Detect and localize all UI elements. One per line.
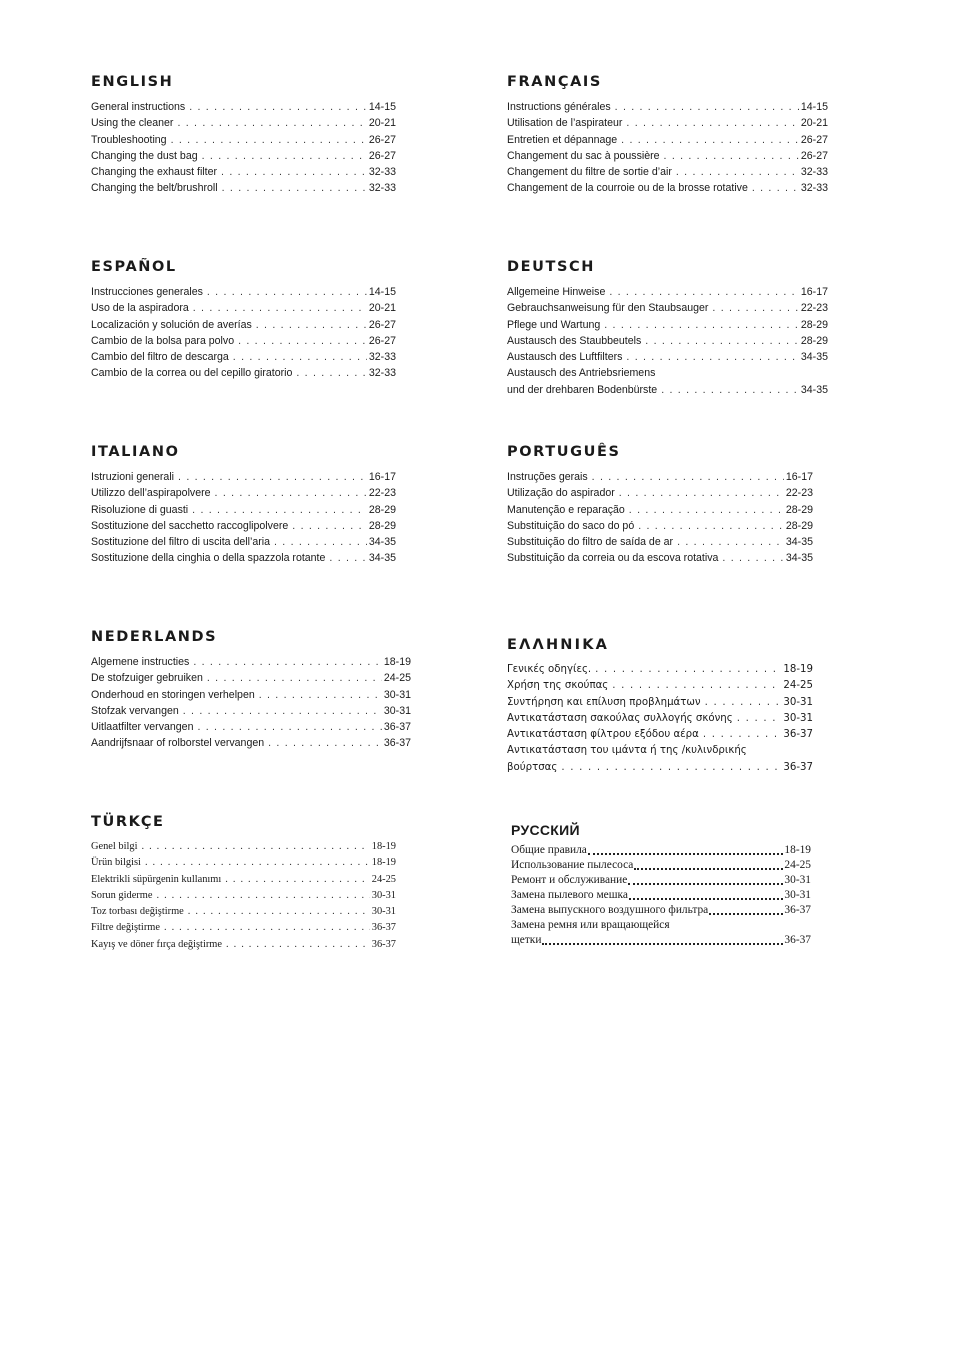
toc-entry-page: 30-31 bbox=[383, 688, 411, 701]
toc-entry-page: 36-37 bbox=[783, 761, 813, 773]
toc-entry-label: Cambio de la bolsa para polvo bbox=[91, 334, 235, 347]
toc-entry-label: Substituição do saco do pó bbox=[507, 519, 635, 532]
dot-leader bbox=[193, 654, 382, 670]
toc-entry bbox=[511, 858, 811, 873]
toc-entry bbox=[91, 99, 396, 115]
toc-entry-label: Γενικές οδηγίες. bbox=[507, 664, 592, 675]
dot-leader bbox=[238, 333, 367, 349]
toc-entry-page: 22-23 bbox=[785, 487, 813, 500]
dot-leader bbox=[676, 164, 799, 180]
toc-entry bbox=[91, 735, 411, 751]
toc-entry-label: Αντικατάσταση σακούλας συλλογής σκόνης bbox=[507, 712, 733, 724]
toc-entry-page: 22-23 bbox=[368, 487, 396, 500]
toc-entry-label: Changing the dust bag bbox=[91, 149, 198, 162]
dot-leader bbox=[268, 735, 382, 751]
dot-leader bbox=[329, 550, 366, 566]
toc-entry bbox=[91, 687, 411, 703]
toc-entry-page: 34-35 bbox=[785, 552, 813, 565]
toc-entry-label: Entretien et dépannage bbox=[507, 133, 618, 146]
section-title: FRANÇAIS bbox=[507, 74, 602, 90]
toc-entry-label: Changement du filtre de sortie d’air bbox=[507, 166, 672, 179]
dot-leader bbox=[164, 920, 370, 936]
toc-entry-page: 26-27 bbox=[368, 334, 396, 347]
toc-entry-label: щетки bbox=[511, 934, 542, 946]
dot-leader bbox=[188, 904, 370, 920]
section-francais bbox=[507, 74, 828, 197]
dot-leader bbox=[722, 550, 783, 566]
dot-leader bbox=[664, 148, 799, 164]
toc-entry-label: Onderhoud en storingen verhelpen bbox=[91, 688, 255, 701]
toc-entry bbox=[507, 678, 813, 694]
toc-entry bbox=[507, 300, 828, 316]
toc-entry bbox=[91, 670, 411, 686]
toc-entry bbox=[91, 365, 396, 381]
toc-entry-page: 20-21 bbox=[368, 302, 396, 315]
toc-entry bbox=[91, 719, 411, 735]
dot-leader bbox=[207, 284, 367, 300]
toc-entry-label: Allgemeine Hinweise bbox=[507, 286, 606, 298]
section-ellinika bbox=[507, 637, 813, 776]
toc-entry bbox=[507, 132, 828, 148]
toc-entry-page: 36-37 bbox=[383, 721, 411, 734]
dot-leader bbox=[628, 883, 783, 885]
toc-entry-page: 36-37 bbox=[383, 737, 411, 750]
section-title: PORTUGUÊS bbox=[507, 444, 621, 460]
toc-entry-page: 36-37 bbox=[371, 922, 396, 934]
toc-entry-label: Uitlaatfilter vervangen bbox=[91, 721, 194, 734]
dot-leader bbox=[222, 180, 367, 196]
dot-leader bbox=[615, 99, 799, 115]
section-deutsch bbox=[507, 259, 828, 398]
toc-entry-page: 32-33 bbox=[368, 367, 396, 380]
toc-entry-page: 30-31 bbox=[783, 696, 813, 708]
toc-entry-label: Substituição da correia ou da escova rotativa bbox=[507, 552, 719, 565]
dot-leader bbox=[612, 678, 781, 694]
toc-entry bbox=[91, 920, 396, 936]
section-italiano bbox=[91, 444, 396, 567]
toc-entry-label: Sostituzione della cinghia o della spazzola rotante bbox=[91, 552, 326, 565]
dot-leader bbox=[619, 485, 784, 501]
toc-entry-label: Pflege und Wartung bbox=[507, 318, 601, 331]
toc-entry-label: Instrucciones generales bbox=[91, 286, 203, 298]
toc-entry-label: Ürün bilgisi bbox=[91, 857, 141, 869]
dot-leader bbox=[192, 502, 367, 518]
dot-leader bbox=[677, 534, 784, 550]
toc-entry-page: 18-19 bbox=[371, 841, 396, 852]
toc-list bbox=[507, 469, 813, 567]
section-title: ENGLISH bbox=[91, 74, 174, 90]
toc-entry-page: 14-15 bbox=[800, 101, 828, 113]
section-turkce bbox=[91, 814, 396, 953]
dot-leader bbox=[177, 115, 366, 131]
toc-entry-label: Elektrikli süpürgenin kullanımı bbox=[91, 873, 222, 885]
section-title: ΕΛΛΗΝΙΚΑ bbox=[507, 637, 610, 653]
toc-entry-label: Toz torbası değiştirme bbox=[91, 906, 184, 918]
toc-entry-label: Substituição do filtro de saída de ar bbox=[507, 536, 674, 549]
toc-entry-page: 36-37 bbox=[784, 934, 811, 946]
toc-entry-label: Utilização do aspirador bbox=[507, 487, 615, 500]
toc-entry bbox=[507, 743, 813, 759]
toc-entry-label: De stofzuiger gebruiken bbox=[91, 672, 203, 685]
toc-entry bbox=[91, 855, 396, 871]
dot-leader bbox=[621, 132, 799, 148]
toc-entry bbox=[91, 534, 396, 550]
toc-entry-label: Changement du sac à poussière bbox=[507, 149, 660, 162]
toc-entry-label: Αντικατάσταση φίλτρου εξόδου αέρα bbox=[507, 729, 699, 741]
dot-leader bbox=[233, 349, 367, 365]
toc-entry-page: 36-37 bbox=[783, 729, 813, 741]
toc-entry-label: Changement de la courroie ou de la brosse rotative bbox=[507, 182, 748, 195]
toc-entry bbox=[507, 485, 813, 501]
toc-entry-page: 30-31 bbox=[371, 906, 396, 918]
toc-entry-page: 24-25 bbox=[784, 859, 811, 871]
dot-leader bbox=[189, 99, 367, 115]
dot-leader bbox=[595, 662, 781, 678]
toc-entry-label: Utilisation de l’aspirateur bbox=[507, 117, 623, 130]
dot-leader bbox=[207, 670, 382, 686]
toc-entry-page: 26-27 bbox=[368, 318, 396, 331]
toc-entry-label: Instructions générales bbox=[507, 101, 611, 113]
toc-entry-label: Genel bilgi bbox=[91, 841, 138, 852]
toc-entry bbox=[91, 469, 396, 485]
toc-entry-label: Using the cleaner bbox=[91, 117, 174, 130]
toc-entry-page: 16-17 bbox=[785, 471, 813, 483]
toc-entry-page: 32-33 bbox=[368, 351, 396, 364]
toc-entry-page: 24-25 bbox=[371, 873, 396, 885]
toc-entry-label: Stofzak vervangen bbox=[91, 704, 179, 717]
dot-leader bbox=[183, 703, 382, 719]
toc-entry-label: Algemene instructies bbox=[91, 656, 190, 668]
toc-entry-label: Changing the belt/brushroll bbox=[91, 182, 218, 195]
toc-entry bbox=[511, 933, 811, 948]
dot-leader bbox=[588, 853, 784, 855]
section-english bbox=[91, 74, 396, 197]
toc-entry bbox=[511, 843, 811, 858]
toc-entry bbox=[507, 711, 813, 727]
toc-entry-page: 22-23 bbox=[800, 302, 828, 315]
toc-entry-label: Замена выпускного воздушного фильтра bbox=[511, 904, 709, 916]
toc-entry-label: Αντικατάσταση του ιμάντα ή της /κυλινδρικής bbox=[507, 745, 747, 757]
toc-entry-page: 30-31 bbox=[783, 712, 813, 724]
toc-entry bbox=[507, 164, 828, 180]
toc-entry-page: 24-25 bbox=[783, 680, 813, 692]
toc-entry bbox=[91, 550, 396, 566]
toc-entry bbox=[91, 485, 396, 501]
section-title: NEDERLANDS bbox=[91, 629, 218, 645]
toc-entry-label: Cambio del filtro de descarga bbox=[91, 351, 229, 364]
toc-entry-label: Localización y solución de averías bbox=[91, 318, 252, 331]
toc-entry-label: Troubleshooting bbox=[91, 133, 167, 146]
dot-leader bbox=[221, 164, 367, 180]
section-espanol bbox=[91, 259, 396, 382]
toc-entry-label: Kayış ve döner fırça değiştirme bbox=[91, 938, 222, 950]
toc-entry-label: Austausch des Luftfilters bbox=[507, 351, 623, 364]
toc-entry bbox=[511, 918, 811, 933]
toc-entry-page: 34-35 bbox=[785, 536, 813, 549]
dot-leader bbox=[592, 469, 784, 485]
toc-entry-page: 36-37 bbox=[784, 904, 811, 916]
toc-entry bbox=[91, 284, 396, 300]
dot-leader bbox=[226, 937, 370, 953]
dot-leader bbox=[645, 333, 799, 349]
toc-entry-page: 32-33 bbox=[368, 166, 396, 179]
toc-entry bbox=[507, 469, 813, 485]
toc-entry bbox=[507, 148, 828, 164]
toc-entry-label: Risoluzione di guasti bbox=[91, 503, 189, 516]
toc-entry-label: Sostituzione del filtro di uscita dell’aria bbox=[91, 536, 271, 549]
dot-leader bbox=[634, 868, 783, 870]
toc-entry bbox=[91, 148, 396, 164]
toc-entry bbox=[507, 365, 828, 381]
toc-entry-page: 18-19 bbox=[383, 656, 411, 668]
dot-leader bbox=[604, 317, 799, 333]
toc-entry-page: 32-33 bbox=[368, 182, 396, 195]
toc-entry bbox=[511, 903, 811, 918]
toc-entry-label: Austausch des Staubbeutels bbox=[507, 334, 642, 347]
dot-leader bbox=[225, 872, 369, 888]
toc-entry-page: 28-29 bbox=[785, 519, 813, 532]
toc-entry-label: Utilizzo dell’aspirapolvere bbox=[91, 487, 211, 500]
toc-entry-label: Замена ремня или вращающейся bbox=[511, 919, 670, 931]
toc-entry-page: 30-31 bbox=[371, 889, 396, 901]
section-nederlands bbox=[91, 629, 411, 752]
dot-leader bbox=[629, 898, 784, 900]
toc-entry-page: 30-31 bbox=[784, 874, 811, 886]
toc-list bbox=[507, 662, 813, 776]
dot-leader bbox=[141, 839, 369, 855]
toc-entry-page: 32-33 bbox=[800, 182, 828, 195]
toc-entry bbox=[91, 839, 396, 855]
toc-list bbox=[91, 654, 411, 752]
toc-entry-page: 30-31 bbox=[784, 889, 811, 901]
section-title: ITALIANO bbox=[91, 444, 180, 460]
dot-leader bbox=[737, 711, 782, 727]
toc-entry-page: 32-33 bbox=[800, 166, 828, 179]
toc-entry-page: 30-31 bbox=[383, 704, 411, 717]
toc-entry bbox=[511, 888, 811, 903]
toc-entry-label: und der drehbaren Bodenbürste bbox=[507, 383, 658, 396]
toc-entry-page: 28-29 bbox=[785, 503, 813, 516]
toc-entry-page: 34-35 bbox=[800, 351, 828, 364]
toc-entry-label: Aandrijfsnaar of rolborstel vervangen bbox=[91, 737, 265, 750]
toc-entry-page: 28-29 bbox=[800, 318, 828, 331]
dot-leader bbox=[638, 518, 784, 534]
toc-entry-label: Changing the exhaust filter bbox=[91, 166, 218, 179]
toc-entry bbox=[91, 132, 396, 148]
toc-entry bbox=[507, 760, 813, 776]
toc-entry-page: 28-29 bbox=[368, 519, 396, 532]
toc-entry bbox=[91, 180, 396, 196]
toc-entry-page: 34-35 bbox=[368, 536, 396, 549]
toc-entry-label: Uso de la aspiradora bbox=[91, 302, 189, 315]
toc-entry bbox=[507, 349, 828, 365]
toc-entry-page: 18-19 bbox=[783, 664, 813, 675]
dot-leader bbox=[296, 365, 367, 381]
dot-leader bbox=[709, 913, 783, 915]
toc-entry-label: Ремонт и обслуживание bbox=[511, 874, 628, 886]
section-title: TÜRKÇE bbox=[91, 814, 165, 830]
toc-entry-label: Cambio de la correa ou del cepillo giratorio bbox=[91, 367, 293, 380]
toc-entry-page: 34-35 bbox=[368, 552, 396, 565]
section-russkiy bbox=[511, 822, 811, 948]
toc-list bbox=[91, 469, 396, 567]
toc-entry bbox=[507, 333, 828, 349]
dot-leader bbox=[752, 180, 799, 196]
dot-leader bbox=[629, 502, 784, 518]
section-title: РУССКИЙ bbox=[511, 822, 580, 838]
toc-entry-label: Συντήρηση και επίλυση προβλημάτων bbox=[507, 696, 701, 708]
toc-entry bbox=[91, 502, 396, 518]
toc-entry bbox=[91, 317, 396, 333]
toc-entry-label: Sostituzione del sacchetto raccoglipolvere bbox=[91, 519, 289, 532]
toc-entry bbox=[91, 872, 396, 888]
toc-entry-page: 18-19 bbox=[371, 857, 396, 869]
toc-entry-page: 28-29 bbox=[800, 334, 828, 347]
toc-entry bbox=[91, 888, 396, 904]
toc-entry-page: 14-15 bbox=[368, 101, 396, 113]
toc-entry-label: βούρτσας bbox=[507, 761, 558, 773]
dot-leader bbox=[259, 687, 382, 703]
dot-leader bbox=[292, 518, 367, 534]
toc-entry-page: 16-17 bbox=[368, 471, 396, 483]
toc-entry-page: 20-21 bbox=[368, 117, 396, 130]
toc-entry-page: 26-27 bbox=[368, 149, 396, 162]
toc-entry bbox=[91, 164, 396, 180]
toc-entry bbox=[507, 695, 813, 711]
toc-entry bbox=[507, 284, 828, 300]
toc-entry bbox=[91, 349, 396, 365]
dot-leader bbox=[712, 300, 798, 316]
toc-list bbox=[91, 99, 396, 197]
toc-entry bbox=[91, 703, 411, 719]
toc-entry bbox=[507, 317, 828, 333]
toc-entry-page: 18-19 bbox=[784, 844, 811, 856]
dot-leader bbox=[703, 727, 782, 743]
toc-entry bbox=[507, 99, 828, 115]
toc-list bbox=[91, 284, 396, 382]
dot-leader bbox=[661, 382, 799, 398]
toc-entry bbox=[91, 937, 396, 953]
toc-entry-page: 16-17 bbox=[800, 286, 828, 298]
toc-list bbox=[507, 99, 828, 197]
dot-leader bbox=[197, 719, 381, 735]
toc-entry-page: 26-27 bbox=[368, 133, 396, 146]
dot-leader bbox=[542, 943, 783, 945]
toc-entry bbox=[507, 534, 813, 550]
toc-entry-label: Manutenção e reparação bbox=[507, 503, 625, 516]
toc-entry bbox=[91, 518, 396, 534]
toc-entry bbox=[507, 550, 813, 566]
toc-list bbox=[511, 843, 811, 948]
toc-entry-page: 24-25 bbox=[383, 672, 411, 685]
dot-leader bbox=[274, 534, 367, 550]
toc-entry bbox=[91, 904, 396, 920]
section-title: DEUTSCH bbox=[507, 259, 596, 275]
dot-leader bbox=[256, 317, 367, 333]
dot-leader bbox=[178, 469, 367, 485]
toc-entry-page: 20-21 bbox=[800, 117, 828, 130]
toc-entry bbox=[507, 518, 813, 534]
toc-entry-page: 26-27 bbox=[800, 133, 828, 146]
toc-entry-label: Istruzioni generali bbox=[91, 471, 175, 483]
toc-entry bbox=[507, 662, 813, 678]
toc-entry bbox=[507, 727, 813, 743]
toc-entry bbox=[91, 654, 411, 670]
toc-entry bbox=[507, 502, 813, 518]
toc-entry bbox=[511, 873, 811, 888]
toc-entry bbox=[507, 180, 828, 196]
toc-entry-page: 26-27 bbox=[800, 149, 828, 162]
toc-entry-page: 34-35 bbox=[800, 383, 828, 396]
toc-entry-label: Gebrauchsanweisung für den Staubsauger bbox=[507, 302, 709, 315]
dot-leader bbox=[626, 349, 798, 365]
toc-entry-page: 36-37 bbox=[371, 938, 396, 950]
toc-list bbox=[507, 284, 828, 398]
dot-leader bbox=[705, 695, 782, 711]
toc-entry-label: General instructions bbox=[91, 101, 186, 113]
dot-leader bbox=[626, 115, 798, 131]
toc-entry-page: 14-15 bbox=[368, 286, 396, 298]
dot-leader bbox=[561, 760, 781, 776]
dot-leader bbox=[609, 284, 799, 300]
toc-entry bbox=[91, 333, 396, 349]
toc-entry bbox=[507, 382, 828, 398]
dot-leader bbox=[202, 148, 367, 164]
toc-entry-label: Замена пылевого мешка bbox=[511, 889, 628, 901]
toc-entry-label: Filtre değiştirme bbox=[91, 922, 160, 934]
toc-entry bbox=[507, 115, 828, 131]
section-portugues bbox=[507, 444, 813, 567]
toc-entry-label: Общие правила bbox=[511, 844, 587, 856]
toc-entry-label: Austausch des Antriebsriemens bbox=[507, 367, 656, 380]
toc-entry-label: Использование пылесоса bbox=[511, 859, 634, 871]
toc-entry-label: Instruções gerais bbox=[507, 471, 588, 483]
dot-leader bbox=[171, 132, 367, 148]
section-title: ESPAÑOL bbox=[91, 259, 177, 275]
toc-entry bbox=[91, 300, 396, 316]
toc-list bbox=[91, 839, 396, 953]
toc-entry bbox=[91, 115, 396, 131]
toc-entry-label: Sorun giderme bbox=[91, 889, 153, 901]
dot-leader bbox=[193, 300, 367, 316]
toc-entry-page: 28-29 bbox=[368, 503, 396, 516]
toc-entry-label: Χρήση της σκούπας bbox=[507, 680, 609, 692]
dot-leader bbox=[215, 485, 367, 501]
dot-leader bbox=[145, 855, 370, 871]
dot-leader bbox=[156, 888, 369, 904]
